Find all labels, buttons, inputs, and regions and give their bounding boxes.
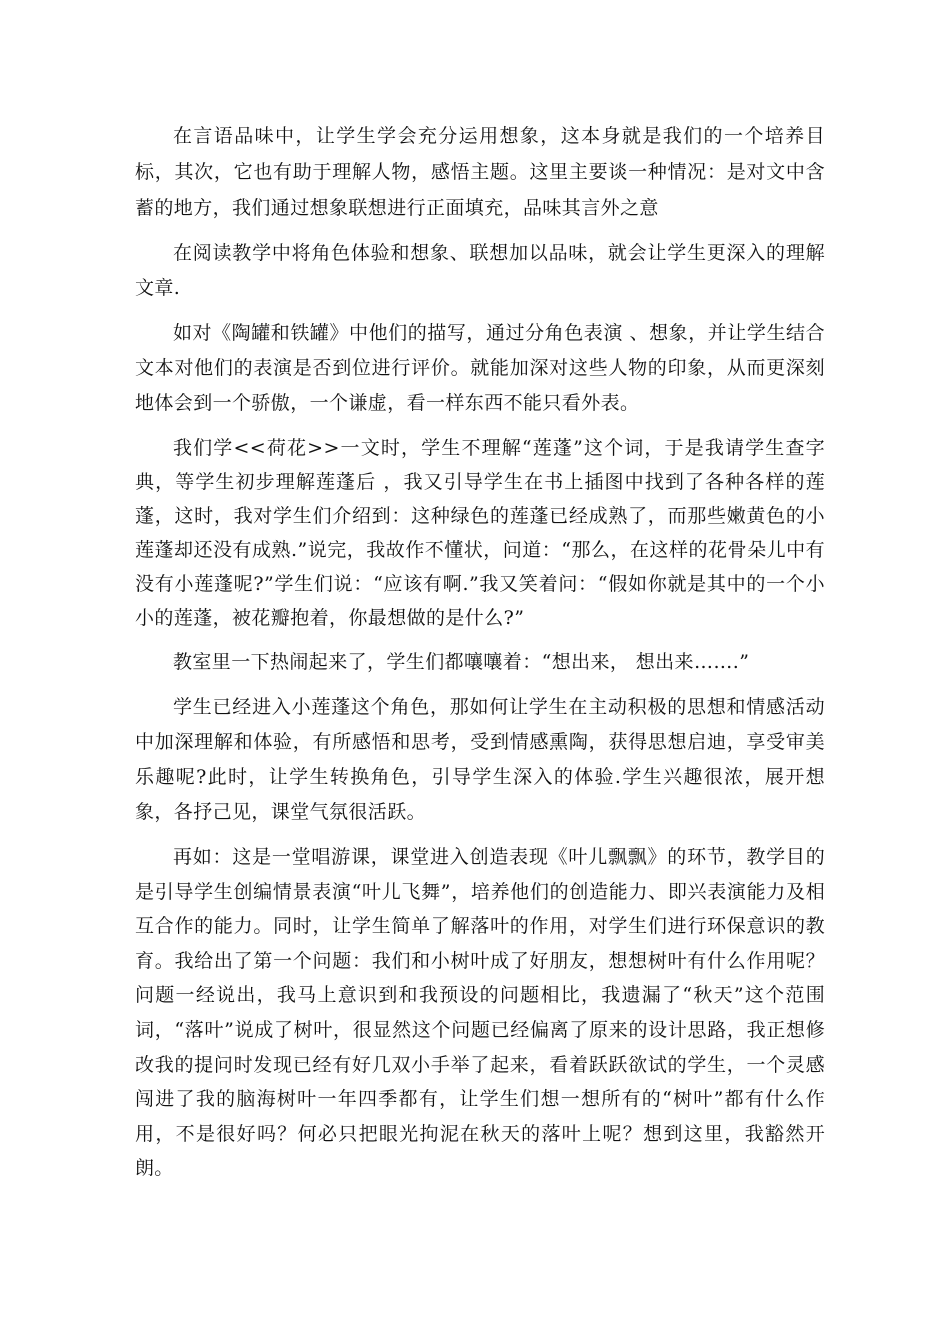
paragraph-pottery-iron-jar: 如对《陶罐和铁罐》中他们的描写，通过分角色表演 、想象，并让学生结合文本对他们的表演是否到位进行评价。就能加深对这些人物的印象，从而更深刻地体会到一个骄傲，一个谦虚，看一样东西不能只看外表。 [135, 322, 825, 414]
paragraph-role-experience: 在阅读教学中将角色体验和想象、联想加以品味，就会让学生更深入的理解文章. [135, 242, 825, 299]
paragraph-imagination-goal: 在言语品味中，让学生学会充分运用想象，这本身就是我们的一个培养目标，其次，它也有助于理解人物，感悟主题。这里主要谈一种情况：是对文中含蓄的地方，我们通过想象联想进行正面填充，品味其言外之意 [135, 125, 825, 219]
paragraph-classroom-lively: 教室里一下热闹起来了，学生们都嚷嚷着：“想出来， 想出来…….” [173, 651, 750, 673]
paragraph-lotus-lesson: 我们学<<荷花>>一文时，学生不理解“莲蓬”这个词，于是我请学生查字典，等学生初步理解莲蓬后 ，我又引导学生在书上插图中找到了各种各样的莲蓬，这时，我对学生们介绍到：这种绿色的莲蓬已经成熟了，而那些嫩黄色的小莲蓬却还没有成熟.”说完，我故作不懂状，问道：“那么，在这样的花骨朵儿中有没有小莲蓬呢?”学生们说：“应该有啊.”我又笑着问：“假如你就是其中的一个小小的莲蓬，被花瓣抱着，你最想做的是什么?” [135, 437, 825, 629]
paragraph-leaves-lesson: 再如：这是一堂唱游课，课堂进入创造表现《叶儿飘飘》的环节，教学目的是引导学生创编情景表演“叶儿飞舞”，培养他们的创造能力、即兴表演能力及相互合作的能力。同时，让学生简单了解落叶的作用，对学生们进行环保意识的教育。我给出了第一个问题：我们和小树叶成了好朋友，想想树叶有什么作用呢？问题一经说出，我马上意识到和我预设的问题相比，我遗漏了“秋天”这个范围词，“落叶”说成了树叶，很显然这个问题已经偏离了原来的设计思路，我正想修改我的提问时发现已经有好几双小手举了起来，看着跃跃欲试的学生，一个灵感闯进了我的脑海树叶一年四季都有，让学生们想一想所有的“树叶”都有什么作用，不是很好吗？何必只把眼光拘泥在秋天的落叶上呢？想到这里，我豁然开朗。 [135, 846, 825, 1180]
paragraph-role-switch: 学生已经进入小莲蓬这个角色，那如何让学生在主动积极的思想和情感活动中加深理解和体验，有所感悟和思考，受到情感熏陶，获得思想启迪，享受审美乐趣呢?此时，让学生转换角色，引导学生深入的体验.学生兴趣很浓，展开想象，各抒己见，课堂气氛很活跃。 [135, 696, 825, 823]
document-body [135, 118, 825, 1196]
